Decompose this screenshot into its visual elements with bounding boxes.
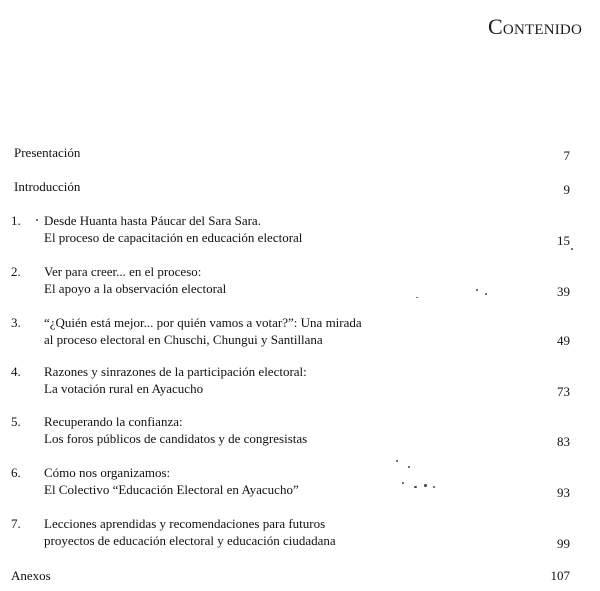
scan-speck (36, 219, 38, 221)
toc-entry-number: 1. (11, 213, 21, 228)
scan-speck (476, 289, 478, 291)
toc-entry-line: Anexos (11, 568, 51, 583)
toc-entry-number: 5. (11, 414, 21, 429)
toc-entry-line: Ver para creer... en el proceso: (44, 264, 202, 279)
toc-entry-number: 7. (11, 516, 21, 531)
toc-entry-title (44, 212, 514, 246)
toc-entry-title (11, 567, 481, 584)
scan-speck (408, 466, 410, 468)
toc-entry-line: Recuperando la confianza: (44, 414, 183, 429)
scan-speck (396, 460, 398, 462)
toc-entry-title (44, 413, 514, 447)
toc-entry-line: Los foros públicos de candidatos y de congresistas (44, 431, 308, 446)
scan-speck (424, 484, 427, 487)
scan-speck (416, 297, 418, 298)
toc-entry-page: 15 (557, 233, 570, 248)
toc-entry-title (44, 263, 514, 297)
toc-entry-page: 49 (557, 333, 570, 348)
toc-entry-line: Presentación (14, 145, 81, 160)
toc-entry-line: Cómo nos organizamos: (44, 465, 171, 480)
toc-entry-page: 39 (557, 284, 570, 299)
toc-entry-number: 6. (11, 465, 21, 480)
toc-entry-line: El apoyo a la observación electoral (44, 281, 227, 296)
toc-entry-line: Introducción (14, 179, 81, 194)
toc-entry-page: 83 (557, 434, 570, 449)
toc-entry-line: Razones y sinrazones de la participación electoral: (44, 364, 307, 379)
toc-entry-line: El Colectivo “Educación Electoral en Ayacucho” (44, 482, 299, 497)
toc-entry-line: “¿Quién está mejor... por quién vamos a votar?”: Una mirada (44, 315, 362, 330)
toc-entry-line: al proceso electoral en Chuschi, Chungui y Santillana (44, 332, 323, 347)
toc-entry-page: 99 (557, 536, 570, 551)
toc-entry-line: La votación rural en Ayacucho (44, 381, 204, 396)
scan-speck (414, 486, 417, 488)
toc-entry-page: 73 (557, 384, 570, 399)
toc-entry-page: 93 (557, 485, 570, 500)
toc-entry-title (14, 178, 484, 195)
toc-entry-title (44, 363, 514, 397)
toc-entry-title (44, 464, 514, 498)
scan-speck (433, 486, 435, 488)
toc-entry-number: 4. (11, 364, 21, 379)
toc-entry-page: 9 (563, 182, 570, 197)
toc-entry-line: El proceso de capacitación en educación electoral (44, 230, 303, 245)
scan-speck (485, 293, 487, 295)
scan-speck (402, 482, 404, 484)
toc-entry-title (14, 144, 484, 161)
toc-entry-line: Lecciones aprendidas y recomendaciones para futuros (44, 516, 326, 531)
page-title: Contenido (488, 14, 582, 39)
toc-entry-page: 107 (550, 568, 570, 583)
toc-entry-number: 2. (11, 264, 21, 279)
toc-entry-title (44, 515, 514, 549)
toc-entry-page: 7 (563, 148, 570, 163)
toc-entry-number: 3. (11, 315, 21, 330)
toc-entry-line: Desde Huanta hasta Páucar del Sara Sara. (44, 213, 261, 228)
toc-entry-line: proyectos de educación electoral y educación ciudadana (44, 533, 336, 548)
toc-entry-title (44, 314, 514, 348)
scan-speck (571, 248, 573, 250)
